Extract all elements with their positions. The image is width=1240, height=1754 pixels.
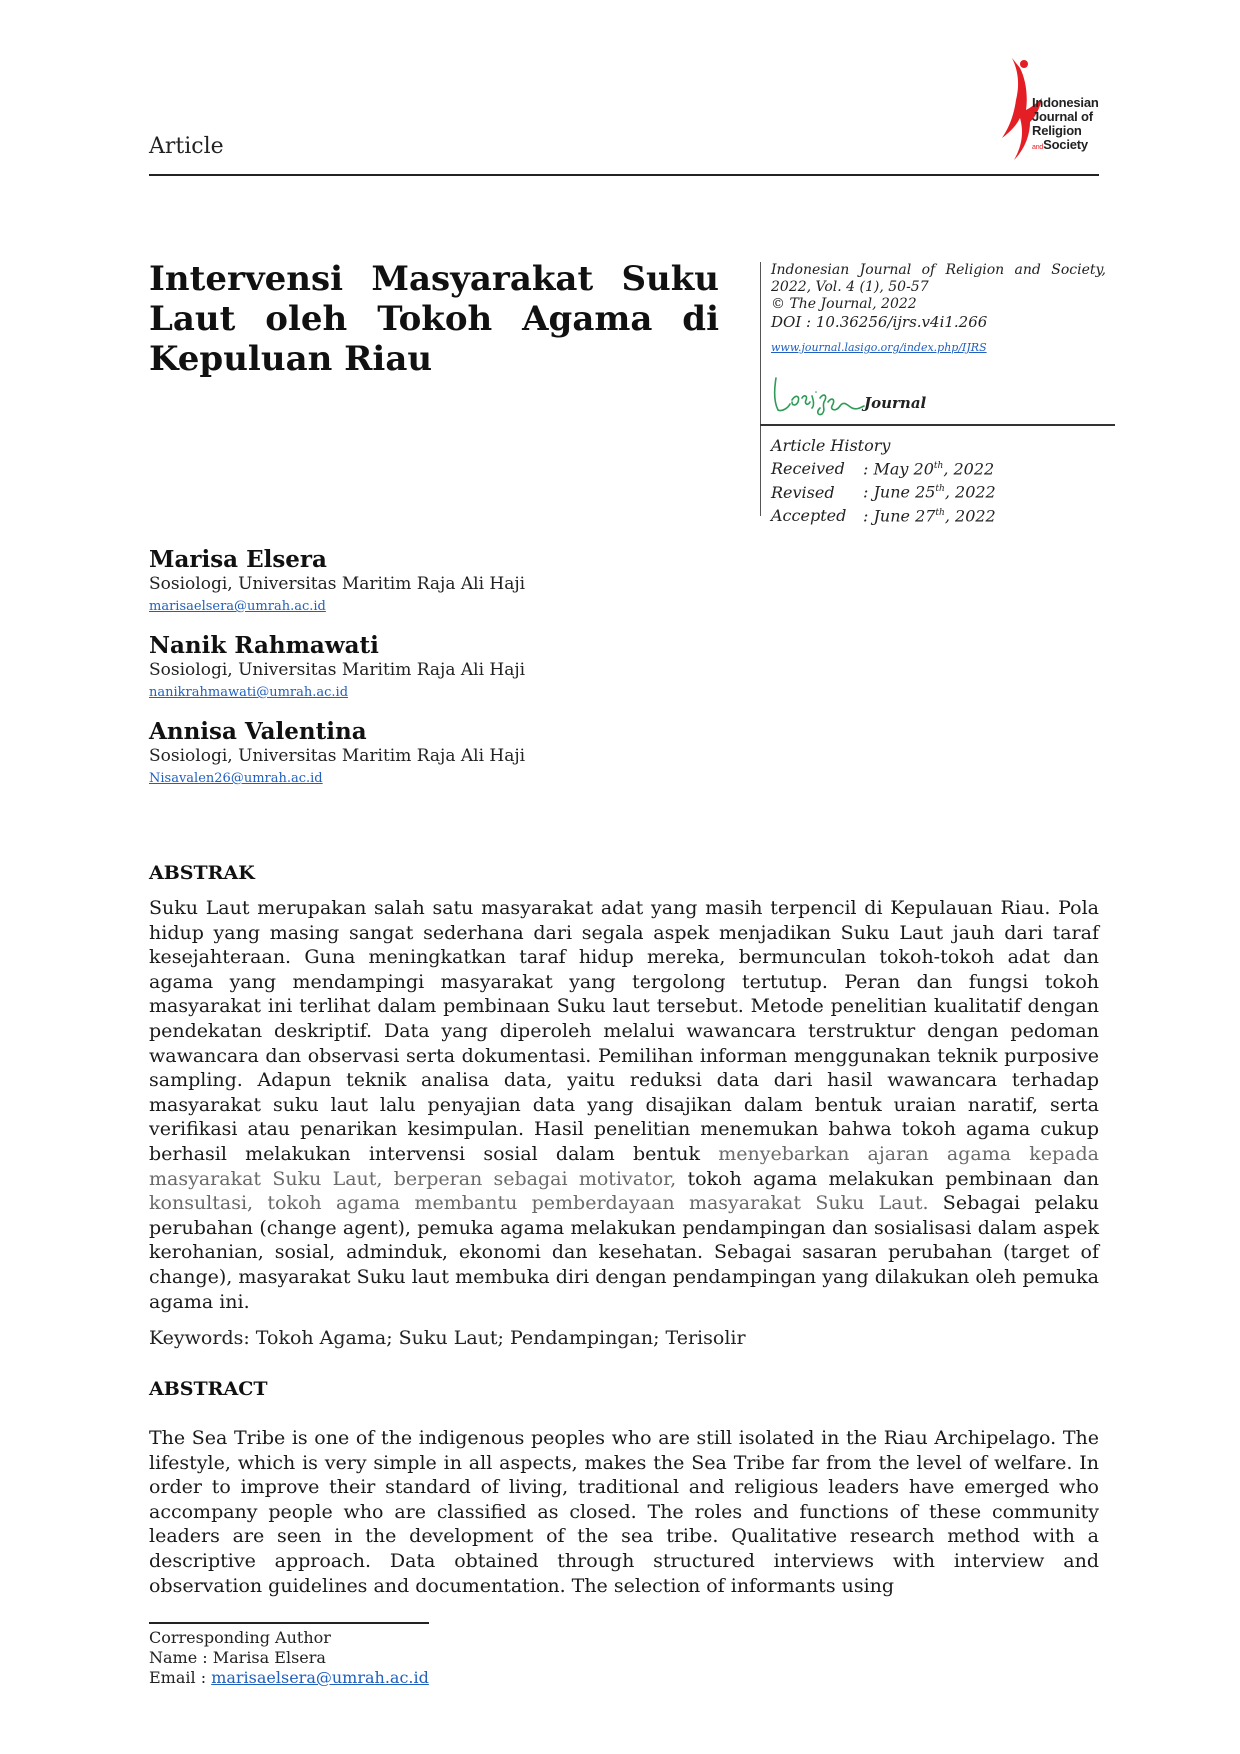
author-affiliation: Sosiologi, Universitas Maritim Raja Ali Haji [149, 746, 526, 766]
journal-info [771, 262, 1106, 356]
author-block [149, 632, 525, 701]
author-name: Annisa Valentina [149, 718, 367, 745]
article-history [771, 436, 996, 526]
abstrak-text: Suku Laut merupakan salah satu masyarakat adat yang masih terpencil di Kepulauan Riau. Pola hidup yang masing sangat sederhana dari segala aspek menjadikan Suku Laut jauh dari taraf kesejahteraan. Guna meningkatkan taraf hidup mereka, bermunculan tokoh-tokoh adat dan agama yang mendampingi masyarakat yang tergolong tertutup. Peran dan fungsi tokoh masyarakat ini terlihat dalam pembinaan Suku laut tersebut. Metode penelitian kualitatif dengan pendekatan deskriptif. Data yang diperoleh melalui wawancara terstruktur dengan pedoman wawancara dan observasi serta dokumentasi. Pemilihan informan menggunakan teknik purposive sampling. Adapun teknik analisa data, yaitu reduksi data dari hasil wawancara terhadap masyarakat suku laut lalu penyajian data yang disajikan dalam bentuk uraian naratif, serta verifikasi atau penarikan kesimpulan. Hasil penelitian menemukan bahwa tokoh agama cukup berhasil melakukan intervensi sosial dalam bentuk menyebarkan ajaran agama kepada masyarakat Suku Laut, berperan sebagai motivator, tokoh agama melakukan pembinaan dan konsultasi, tokoh agama membantu pemberdayaan masyarakat Suku Laut. Sebagai pelaku perubahan (change agent), pemuka agama melakukan pendampingan dan sosialisasi dalam aspek kerohanian, sosial, adminduk, ekonomi dan kesehatan. Sebagai sasaran perubahan (target of change), masyarakat Suku laut membuka diri dengan pendampingan yang dilakukan oleh pemuka agama ini. [149, 897, 1099, 1313]
author-block [149, 718, 525, 787]
author-name: Marisa Elsera [149, 546, 327, 573]
journal-copyright: © The Journal, 2022 [771, 296, 917, 312]
corresponding-author-footnote [149, 1628, 429, 1688]
footnote-label: Corresponding Author [149, 1628, 331, 1647]
author-name: Nanik Rahmawati [149, 632, 379, 659]
history-received: Received : May 20th, 2022 [771, 459, 995, 479]
abstract-heading: ABSTRACT [149, 1378, 268, 1400]
author-block [149, 546, 525, 615]
journal-logo [990, 56, 1115, 166]
keywords: Keywords: Tokoh Agama; Suku Laut; Pendampingan; Terisolir [149, 1327, 746, 1349]
author-affiliation: Sosiologi, Universitas Maritim Raja Ali Haji [149, 574, 526, 594]
journal-logo-and: and [1032, 144, 1044, 151]
header-rule [149, 174, 1099, 176]
footnote-email-link[interactable]: marisaelsera@umrah.ac.id [211, 1668, 429, 1687]
author-email-link[interactable]: Nisavalen26@umrah.ac.id [149, 771, 323, 786]
article-title: Intervensi Masyarakat Suku Laut oleh Tokoh Agama di Kepuluan Riau [149, 259, 719, 379]
footnote-rule [149, 1622, 429, 1624]
abstract-text: The Sea Tribe is one of the indigenous peoples who are still isolated in the Riau Archipelago. The lifestyle, which is very simple in all aspects, makes the Sea Tribe far from the level of welfare. In order to improve their standard of living, traditional and religious leaders have emerged who accompany people who are classified as closed. The roles and functions of these community leaders are seen in the development of the sea tribe. Qualitative research method with a descriptive approach. Data obtained through structured interviews with interview and observation guidelines and documentation. The selection of informants using [149, 1427, 1099, 1597]
author-affiliation: Sosiologi, Universitas Maritim Raja Ali Haji [149, 660, 526, 680]
author-email-link[interactable]: marisaelsera@umrah.ac.id [149, 599, 326, 614]
journal-citation: Indonesian Journal of Religion and Society, 2022, Vol. 4 (1), 50-57 [771, 262, 1106, 295]
lasigo-logo [770, 372, 940, 418]
author-email-link[interactable]: nanikrahmawati@umrah.ac.id [149, 685, 349, 700]
abstrak-heading: ABSTRAK [149, 862, 255, 884]
lasigo-signature-icon [770, 372, 870, 418]
lasigo-journal-label: Journal [864, 394, 927, 412]
history-revised: Revised : June 25th, 2022 [771, 482, 996, 502]
footnote-email-row: Email : marisaelsera@umrah.ac.id [149, 1668, 429, 1687]
info-vertical-rule [760, 262, 761, 516]
history-heading: Article History [771, 436, 891, 455]
history-accepted: Accepted : June 27th, 2022 [771, 505, 996, 525]
journal-doi: DOI : 10.36256/ijrs.v4i1.266 [771, 313, 988, 331]
journal-logo-line-3: Religion [1032, 123, 1082, 138]
journal-logo-line-4: Society [1043, 137, 1088, 152]
journal-logo-line-2: Journal of [1032, 109, 1093, 124]
header-article-label: Article [149, 134, 224, 159]
journal-logo-line-1: Indonesian [1032, 95, 1099, 110]
info-horizontal-rule [760, 424, 1115, 426]
footnote-name: Name : Marisa Elsera [149, 1648, 326, 1667]
journal-url-link[interactable]: www.journal.lasigo.org/index.php/IJRS [771, 341, 987, 354]
